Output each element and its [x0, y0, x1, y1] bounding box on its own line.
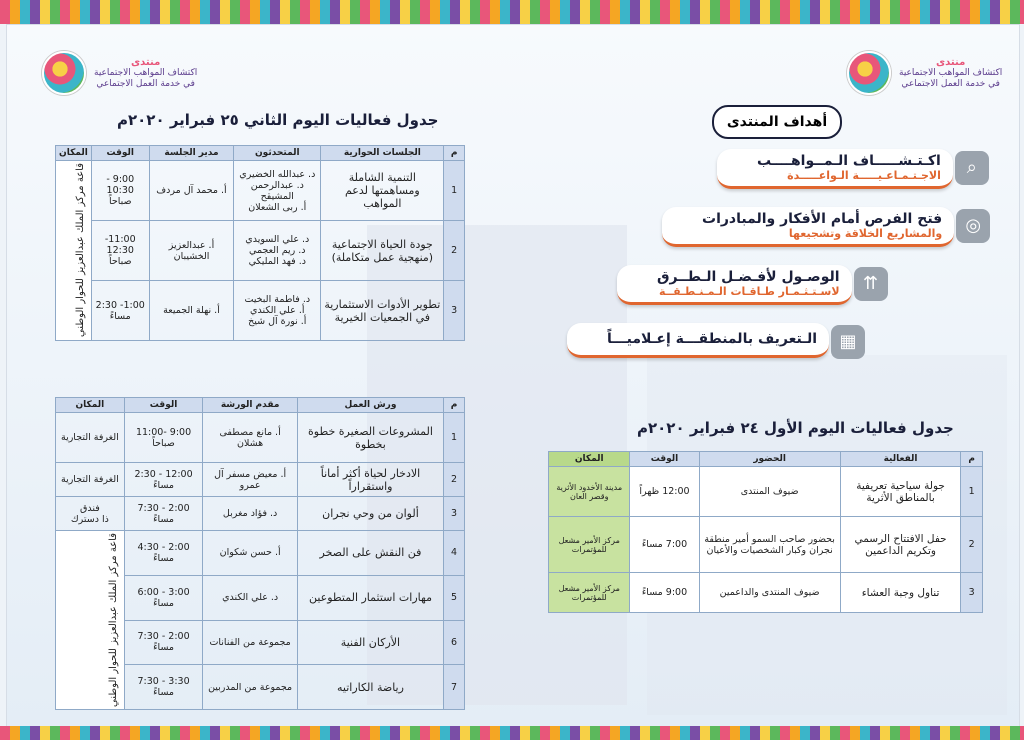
day2-sessions-table [55, 145, 465, 341]
workshop-cell: ألوان من وحي نجران [297, 497, 443, 531]
goal-box [662, 207, 954, 247]
time-cell: 12:00 - 2:30 مساءً [124, 463, 203, 497]
time-cell: 9:00 -11:00 صباحاً [124, 413, 203, 463]
header-num: م [444, 398, 465, 413]
session-cell: تطوير الأدوات الاستثمارية في الجمعيات الخيرية [321, 281, 444, 341]
goal-box [567, 323, 829, 358]
logo-text [94, 57, 197, 90]
row-num: 3 [444, 281, 465, 341]
time-cell: 3:00 - 6:00 مساءً [124, 575, 203, 620]
table-row [549, 573, 983, 613]
day1-title: جدول فعاليات اليوم الأول ٢٤ فبراير ٢٠٢٠م [637, 419, 954, 437]
goal-item [617, 265, 879, 305]
logo-line3: في خدمة العمل الاجتماعي [96, 78, 195, 89]
header-time: الوقت [630, 452, 699, 467]
logo-text [899, 57, 1002, 90]
header-session: الجلسات الحوارية [321, 146, 444, 161]
header-manager: مدير الجلسة [149, 146, 234, 161]
row-num: 2 [444, 463, 465, 497]
logo-line1: منتدى [935, 56, 966, 68]
table-row [549, 467, 983, 517]
logo-line2: اكتشاف المواهب الاجتماعية [94, 67, 198, 78]
event-cell: حفل الافتتاح الرسمي وتكريم الداعمين [840, 517, 961, 573]
row-num: 2 [444, 221, 465, 281]
presenter-cell: أ. معيض مسفر آل عمرو [203, 463, 298, 497]
place-cell: مدينة الأخدود الأثرية وقصر العان [549, 467, 630, 517]
header-time: الوقت [124, 398, 203, 413]
speakers-cell: د. فاطمة البخيت أ. علي الكندي أ. نورة آل شيخ [234, 281, 321, 341]
header-num: م [444, 146, 465, 161]
goal-line2: لاسـتـثـمـار طـاقـات الـمـنـطـقــة [658, 285, 840, 298]
speakers-cell: د. عبدالله الخضيري د. عبدالرحمن المشيقح أ. ربى الشعلان [234, 161, 321, 221]
presenter-cell: أ. مانع مصطفى هشلان [203, 413, 298, 463]
table-row [56, 497, 465, 531]
goal-box [617, 265, 852, 305]
speakers-cell: د. علي السويدي د. ريم العجمي د. فهد المليكي [234, 221, 321, 281]
header-speakers: المتحدثون [234, 146, 321, 161]
time-cell: 12:00 ظهراً [630, 467, 699, 517]
goal-item [717, 149, 977, 189]
header-time: الوقت [91, 146, 149, 161]
brochure-page [6, 24, 1020, 728]
time-cell: 3:30 - 7:30 مساءً [124, 665, 203, 710]
row-num: 6 [444, 620, 465, 665]
header-attendance: الحضور [699, 452, 840, 467]
place-cell: الغرفة التجارية [56, 463, 125, 497]
place-cell [56, 531, 125, 710]
manager-cell: أ. نهلة الجميعة [149, 281, 234, 341]
session-cell: جودة الحياة الاجتماعية (منهجية عمل متكاملة) [321, 221, 444, 281]
header-place: المكان [549, 452, 630, 467]
table-row [56, 531, 465, 576]
place-cell: مركز الأمير مشعل للمؤتمرات [549, 573, 630, 613]
place-cell: الغرفة التجارية [56, 413, 125, 463]
logo-line1: منتدى [130, 56, 161, 68]
row-num: 1 [444, 161, 465, 221]
search-person-icon: ⌕ [955, 151, 989, 185]
right-panel [512, 25, 1019, 727]
goal-item [662, 207, 982, 247]
time-cell: 9:00 مساءً [630, 573, 699, 613]
row-num: 1 [444, 413, 465, 463]
manager-cell: أ. عبدالعزيز الخشيبان [149, 221, 234, 281]
presenter-cell: أ. حسن شكوان [203, 531, 298, 576]
table-header-row [56, 398, 465, 413]
attendance-cell: ضيوف المنتدى والداعمين [699, 573, 840, 613]
workshop-cell: المشروعات الصغيرة خطوة بخطوة [297, 413, 443, 463]
presenter-cell: مجموعة من المدربين [203, 665, 298, 710]
logo-mark-icon [42, 51, 86, 95]
time-cell: 2:00 - 4:30 مساءً [124, 531, 203, 576]
workshop-cell: الادخار لحياة أكثر أماناً واستقراراً [297, 463, 443, 497]
place-cell: مركز الأمير مشعل للمؤتمرات [549, 517, 630, 573]
time-cell: 11:00- 12:30 صباحاً [91, 221, 149, 281]
header-place: المكان [56, 146, 92, 161]
event-cell: جولة سياحية تعريفية بالمناطق الأثرية [840, 467, 961, 517]
logo-line3: في خدمة العمل الاجتماعي [901, 78, 1000, 89]
time-cell: 7:00 مساءً [630, 517, 699, 573]
row-num: 1 [961, 467, 983, 517]
table-row [56, 413, 465, 463]
goals-title: أهداف المنتدى [712, 105, 842, 139]
workshop-cell: فن النقش على الصخر [297, 531, 443, 576]
event-cell: تناول وجبة العشاء [840, 573, 961, 613]
header-num: م [961, 452, 983, 467]
row-num: 5 [444, 575, 465, 620]
time-cell: 1:00- 2:30 مساءً [91, 281, 149, 341]
goal-line1: الـتعريف بالمنطقـــة إعـلاميـــاً [607, 331, 818, 347]
time-cell: 2:00 - 7:30 مساءً [124, 620, 203, 665]
growth-icon: ⇈ [854, 267, 888, 301]
session-cell: التنمية الشاملة ومساهمتها لدعم المواهب [321, 161, 444, 221]
target-icon: ◎ [956, 209, 990, 243]
table-header-row [549, 452, 983, 467]
table-row [56, 463, 465, 497]
place-text: قاعة مركز الملك عبدالعزيز للحوار الوطني [107, 533, 119, 708]
day2-title: جدول فعاليات اليوم الثاني ٢٥ فبراير ٢٠٢٠م [117, 111, 439, 129]
row-num: 3 [961, 573, 983, 613]
row-num: 2 [961, 517, 983, 573]
goal-line2: والمشاريع الخلاقة وتشجيعها [788, 227, 943, 240]
workshop-cell: مهارات استثمار المتطوعين [297, 575, 443, 620]
table-row [549, 517, 983, 573]
place-cell [56, 161, 92, 341]
header-event: الفعالية [840, 452, 961, 467]
presenter-cell: مجموعة من الفنانات [203, 620, 298, 665]
decorative-bottom-strip [0, 726, 1024, 740]
goal-item [567, 323, 857, 358]
building-icon: ▦ [831, 325, 865, 359]
row-num: 7 [444, 665, 465, 710]
attendance-cell: ضيوف المنتدى [699, 467, 840, 517]
table-row [56, 221, 465, 281]
workshop-cell: الأركان الفنية [297, 620, 443, 665]
table-row [56, 281, 465, 341]
header-workshop: ورش العمل [297, 398, 443, 413]
goal-line1: فتح الفرص أمام الأفكار والمبادرات [702, 211, 943, 227]
time-cell: 9:00 - 10:30 صباحاً [91, 161, 149, 221]
goal-box [717, 149, 953, 189]
place-text: قاعة مركز الملك عبدالعزيز للحوار الوطني [74, 163, 86, 338]
place-cell: فندق ذا دسترك [56, 497, 125, 531]
day1-events-table [548, 451, 983, 613]
decorative-top-strip [0, 0, 1024, 24]
goal-line2: الاجـتـمـاعـيـــــة الـواعـــــدة [787, 169, 941, 182]
presenter-cell: د. فؤاد مغربل [203, 497, 298, 531]
time-cell: 2:00 - 7:30 مساءً [124, 497, 203, 531]
forum-logo [42, 51, 197, 95]
presenter-cell: د. علي الكندي [203, 575, 298, 620]
workshops-table [55, 397, 465, 710]
row-num: 3 [444, 497, 465, 531]
row-num: 4 [444, 531, 465, 576]
goal-line1: اكـتـشـــــاف الـمــواهــــب [757, 153, 941, 169]
goal-line1: الوصـول لأفـضـل الـطــرق [657, 269, 840, 285]
manager-cell: أ. محمد آل مردف [149, 161, 234, 221]
table-row [56, 161, 465, 221]
workshop-cell: رياضة الكاراتيه [297, 665, 443, 710]
attendance-cell: بحضور صاحب السمو أمير منطقة نجران وكبار الشخصيات والأعيان [699, 517, 840, 573]
table-header-row [56, 146, 465, 161]
logo-mark-icon [847, 51, 891, 95]
logo-line2: اكتشاف المواهب الاجتماعية [899, 67, 1003, 78]
header-place: المكان [56, 398, 125, 413]
header-presenter: مقدم الورشة [203, 398, 298, 413]
forum-logo [847, 51, 1002, 95]
left-panel [7, 25, 507, 727]
